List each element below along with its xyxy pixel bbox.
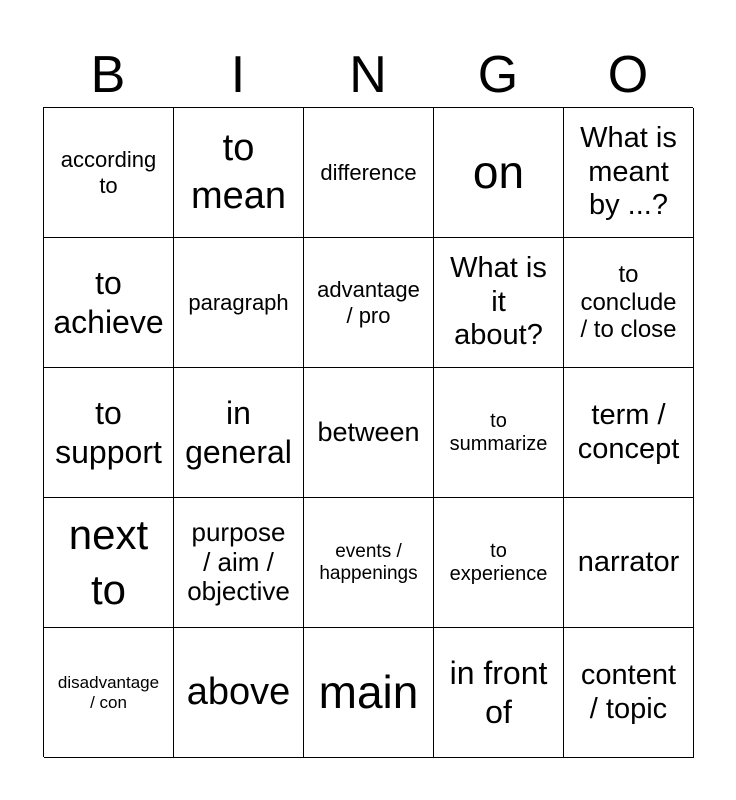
bingo-cell-r3-c0[interactable] <box>44 498 174 628</box>
cell-label: difference <box>320 159 417 185</box>
bingo-cell-r1-c2[interactable] <box>304 238 434 368</box>
cell-label: events / happenings <box>319 540 418 584</box>
header-letter-i: I <box>230 46 246 104</box>
bingo-cell-r0-c0[interactable] <box>44 108 174 238</box>
cell-label: on <box>472 145 525 198</box>
cell-label: to conclude / to close <box>580 261 677 344</box>
cell-label: purpose / aim / objective <box>187 516 290 607</box>
cell-label: narrator <box>577 545 680 578</box>
bingo-cell-r4-c2[interactable] <box>304 628 434 758</box>
bingo-cell-r1-c0[interactable] <box>44 238 174 368</box>
bingo-cell-r3-c2[interactable] <box>304 498 434 628</box>
bingo-cell-r0-c1[interactable] <box>174 108 304 238</box>
cell-label: to summarize <box>449 409 548 455</box>
bingo-cell-r0-c4[interactable] <box>564 108 694 238</box>
bingo-cell-r1-c3[interactable] <box>434 238 564 368</box>
bingo-cell-r3-c4[interactable] <box>564 498 694 628</box>
cell-label: paragraph <box>188 289 289 315</box>
cell-label: advantage / pro <box>317 277 420 328</box>
bingo-cell-r2-c3[interactable] <box>434 368 564 498</box>
header-letter-b: B <box>90 46 126 104</box>
cell-label: next to <box>68 510 149 613</box>
bingo-cell-r4-c1[interactable] <box>174 628 304 758</box>
bingo-cell-r3-c1[interactable] <box>174 498 304 628</box>
bingo-cell-r2-c0[interactable] <box>44 368 174 498</box>
cell-label: What is meant by ...? <box>580 122 677 222</box>
bingo-cell-r4-c4[interactable] <box>564 628 694 758</box>
bingo-cell-r1-c1[interactable] <box>174 238 304 368</box>
bingo-cell-r4-c0[interactable] <box>44 628 174 758</box>
bingo-cell-r4-c3[interactable] <box>434 628 564 758</box>
cell-label: between <box>317 416 420 447</box>
cell-label: to achieve <box>53 265 164 340</box>
cell-label: main <box>318 665 419 718</box>
cell-label: to support <box>55 395 162 470</box>
header-letter-g: G <box>477 46 519 104</box>
bingo-cell-r2-c2[interactable] <box>304 368 434 498</box>
cell-label: disadvantage / con <box>57 672 160 712</box>
cell-label: What is it about? <box>450 252 547 352</box>
cell-label: in front of <box>449 655 548 730</box>
bingo-cell-r0-c2[interactable] <box>304 108 434 238</box>
header-letter-n: N <box>349 46 387 104</box>
cell-label: according to <box>60 147 157 198</box>
cell-label: in general <box>185 395 292 470</box>
bingo-cell-r1-c4[interactable] <box>564 238 694 368</box>
bingo-header <box>43 42 693 108</box>
cell-label: to mean <box>190 127 287 217</box>
cell-label: to experience <box>449 539 548 585</box>
header-letter-o: O <box>607 46 649 104</box>
cell-label: above <box>186 670 291 713</box>
cell-label: content / topic <box>580 659 677 725</box>
bingo-cell-r2-c1[interactable] <box>174 368 304 498</box>
cell-label: term / concept <box>577 399 680 465</box>
bingo-board <box>43 107 693 757</box>
bingo-cell-r2-c4[interactable] <box>564 368 694 498</box>
bingo-cell-r0-c3[interactable] <box>434 108 564 238</box>
bingo-cell-r3-c3[interactable] <box>434 498 564 628</box>
